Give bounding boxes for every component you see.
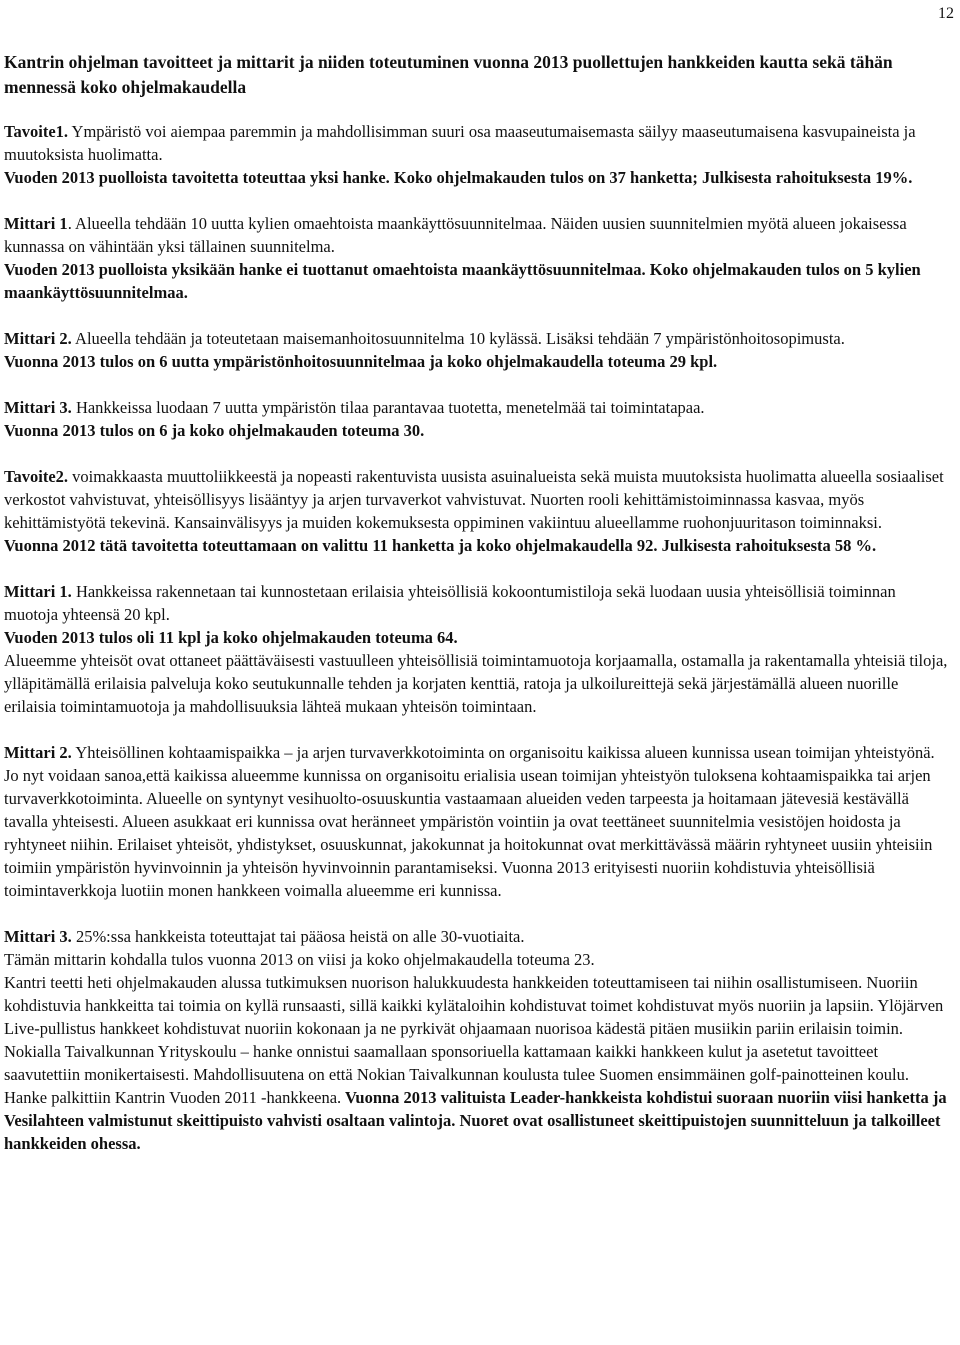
tavoite1-intro bbox=[4, 120, 952, 166]
tavoite2-result: Vuonna 2012 tätä tavoitetta toteuttamaan on valittu 11 hanketta ja koko ohjelmakaudella 92. Julkisesta rahoituksesta 58 %. bbox=[4, 536, 877, 555]
tavoite1-mittari3-result: Vuonna 2013 tulos on 6 ja koko ohjelmakauden toteuma 30. bbox=[4, 421, 425, 440]
document-body bbox=[4, 50, 952, 1155]
tavoite2-mittari1-text: Hankkeissa rakennetaan tai kunnostetaan erilaisia yhteisöllisiä kokoontumistiloja sekä luodaan uusia yhteisöllisiä toiminnan muotoja yhteensä 20 kpl. bbox=[4, 582, 896, 624]
tavoite2-mittari3-description bbox=[4, 971, 952, 1155]
page-number: 12 bbox=[938, 5, 954, 22]
tavoite2-mittari1-label: Mittari 1. bbox=[4, 582, 72, 601]
tavoite1-mittari2-result: Vuonna 2013 tulos on 6 uutta ympäristönhoitosuunnitelmaa ja koko ohjelmakaudella toteuma 29 kpl. bbox=[4, 352, 718, 371]
tavoite2-intro bbox=[4, 465, 952, 534]
tavoite2-label: Tavoite2. bbox=[4, 467, 69, 486]
tavoite2-mittari1 bbox=[4, 580, 952, 626]
tavoite1-mittari1-label: Mittari 1 bbox=[4, 214, 68, 233]
tavoite2-mittari2-text: Yhteisöllinen kohtaamispaikka – ja arjen turvaverkkotoiminta on organisoitu kaikissa alueen kunnissa usean toimijan yhteistyönä. bbox=[71, 743, 935, 762]
tavoite1-mittari1 bbox=[4, 212, 952, 258]
page-title: Kantrin ohjelman tavoitteet ja mittarit ja niiden toteutuminen vuonna 2013 puollettujen hankkeiden kautta sekä tähän mennessä koko ohjelmakaudella bbox=[4, 52, 893, 97]
tavoite2-mittari2-description: Jo nyt voidaan sanoa,että kaikissa alueemme kunnissa on organisoitu erialisia usean toimijan yhteistyön tuloksena kohtaamispaikka tai arjen turvaverkkotoiminta. Alueelle on syntynyt vesihuolto-osuuskuntia vastaamaan alueiden veden tarpeesta ja hoitamaan jätevesiä kestävällä tavalla yhteisesti. Alueen asukkaat eri kunnissa ovat heränneet ympäristön vointiin ja ovat teettäneet suunnitelmia vesistöjen hoidosta ja ryhtyneet niihin. Erilaiset yhteisöt, yhdistykset, osuuskunnat, jakokunnat ja hoitokunnat ovat merkittävässä määrin ryhtyneet uusiin yhteisiin toimiin ympäristön hyvinvoinnin ja yhteisön hyvinvoinnin parantamiseksi. Vuonna 2013 erityisesti nuoriin kohdistuvia yhteisöllisiä toimintaverkkoja luotiin monen hankkeen voimalla alueemme eri kunnissa. bbox=[4, 766, 933, 900]
tavoite1-mittari3 bbox=[4, 396, 952, 419]
tavoite2-mittari1-result: Vuoden 2013 tulos oli 11 kpl ja koko ohjelmakauden toteuma 64. bbox=[4, 628, 458, 647]
tavoite2-mittari3-line2: Tämän mittarin kohdalla tulos vuonna 2013 on viisi ja koko ohjelmakaudella toteuma 23. bbox=[4, 950, 595, 969]
tavoite2-mittari2-label: Mittari 2. bbox=[4, 743, 72, 762]
tavoite1-mittari2-text: Alueella tehdään ja toteutetaan maisemanhoitosuunnitelma 10 kylässä. Lisäksi tehdään 7 ympäristönhoitosopimusta. bbox=[71, 329, 845, 348]
tavoite1-label: Tavoite1. bbox=[4, 122, 69, 141]
tavoite1-mittari3-label: Mittari 3. bbox=[4, 398, 72, 417]
tavoite1-mittari3-text: Hankkeissa luodaan 7 uutta ympäristön tilaa parantavaa tuotetta, menetelmää tai toimintatapaa. bbox=[71, 398, 705, 417]
tavoite1-mittari2-label: Mittari 2. bbox=[4, 329, 72, 348]
tavoite1-mittari1-text: . Alueella tehdään 10 uutta kylien omaehtoista maankäyttösuunnitelmaa. Näiden uusien suunnitelmien myötä alueen jokaisessa kunnassa on vähintään yksi tällainen suunnitelma. bbox=[4, 214, 907, 256]
tavoite1-text: Ympäristö voi aiempaa paremmin ja mahdollisimman suuri osa maaseutumaisemasta säilyy maaseutumaisena kasvupaineista ja muutoksista huolimatta. bbox=[4, 122, 916, 164]
tavoite2-mittari2 bbox=[4, 741, 952, 764]
tavoite1-mittari2 bbox=[4, 327, 952, 350]
tavoite1-result: Vuoden 2013 puolloista tavoitetta toteuttaa yksi hanke. Koko ohjelmakauden tulos on 37 hanketta; Julkisesta rahoituksesta 19%. bbox=[4, 168, 913, 187]
tavoite2-mittari1-description: Alueemme yhteisöt ovat ottaneet päättäväisesti vastuulleen yhteisöllisiä toimintamuotoja korjaamalla, ostamalla ja rakentamalla yhteisiä tiloja, ylläpitämällä erilaisia palveluja koko seutukunnalle tehden ja korjaten kenttiä, ratoja ja ulkoilureittejä sekä järjestämällä alueen nuorille erilaisia toimintamuotoja ja mahdollisuuksia lähteä mukaan yhteisön toimintaan. bbox=[4, 651, 948, 716]
tavoite2-mittari3-result: Vuonna 2013 valituista Leader-hankkeista kohdistui suoraan nuoriin viisi hanketta ja Vesilahteen valmistunut skeittipuisto vahvisti osaltaan valintoja. Nuoret ovat osallistuneet skeittipuistojen suunnitteluun ja talkoilleet hankkeiden ohessa. bbox=[4, 1088, 947, 1153]
tavoite2-mittari3-label: Mittari 3. bbox=[4, 927, 72, 946]
tavoite1-section bbox=[4, 120, 952, 465]
tavoite2-mittari3-description-text: Kantri teetti heti ohjelmakauden alussa tutkimuksen nuorison halukkuudesta hankkeiden toteuttamiseen tai niihin osallistumiseen. Nuoriin kohdistuvia hankkeitta tai toimia on kyllä runsaasti, sillä kaikki kylätaloihin kohdistuvat toimet kohdistuvat myös nuoriin ja lapsiin. Ylöjärven Live-pullistus hankkeet kohdistuvat nuoriin kokonaan ja ne pyrkivät ohjaamaan nuorisoa kädestä pitäen musiikin pariin erilaisin toimin. Nokialla Taivalkunnan Yrityskoulu – hanke onnistui saamallaan sponsoriuella kattamaan kaikki hankkeen kulut ja asetetut tavoitteet saavutettiin monikertaisesti. Mahdollisuutena on että Nokian Taivalkunnan koulusta tulee Suomen ensimmäinen golf-painotteinen koulu. Hanke palkittiin Kantrin Vuoden 2011 -hankkeena. bbox=[4, 973, 944, 1107]
tavoite2-text: voimakkaasta muuttoliikkeestä ja nopeasti rakentuvista uusista asuinalueista sekä muista muutoksista huolimatta alueella sosiaaliset verkostot vahvistuvat, yhteisöllisyys lisääntyy ja arjen turvaverkot vahvistuvat. Nuorten rooli kehittämistoiminnassa kasvaa, myös kehittämistyötä tekevinä. Kansainvälisyys ja muiden kokemuksesta oppiminen vakiintuu alueellamme ruohonjuuritason toiminnaksi. bbox=[4, 467, 944, 532]
tavoite2-section bbox=[4, 465, 952, 1155]
tavoite2-mittari3 bbox=[4, 925, 952, 948]
tavoite2-mittari3-text: 25%:ssa hankkeista toteuttajat tai pääosa heistä on alle 30-vuotiaita. bbox=[71, 927, 525, 946]
tavoite1-mittari1-result: Vuoden 2013 puolloista yksikään hanke ei tuottanut omaehtoista maankäyttösuunnitelmaa. Koko ohjelmakauden tulos on 5 kylien maankäyttösuunnitelmaa. bbox=[4, 260, 921, 302]
